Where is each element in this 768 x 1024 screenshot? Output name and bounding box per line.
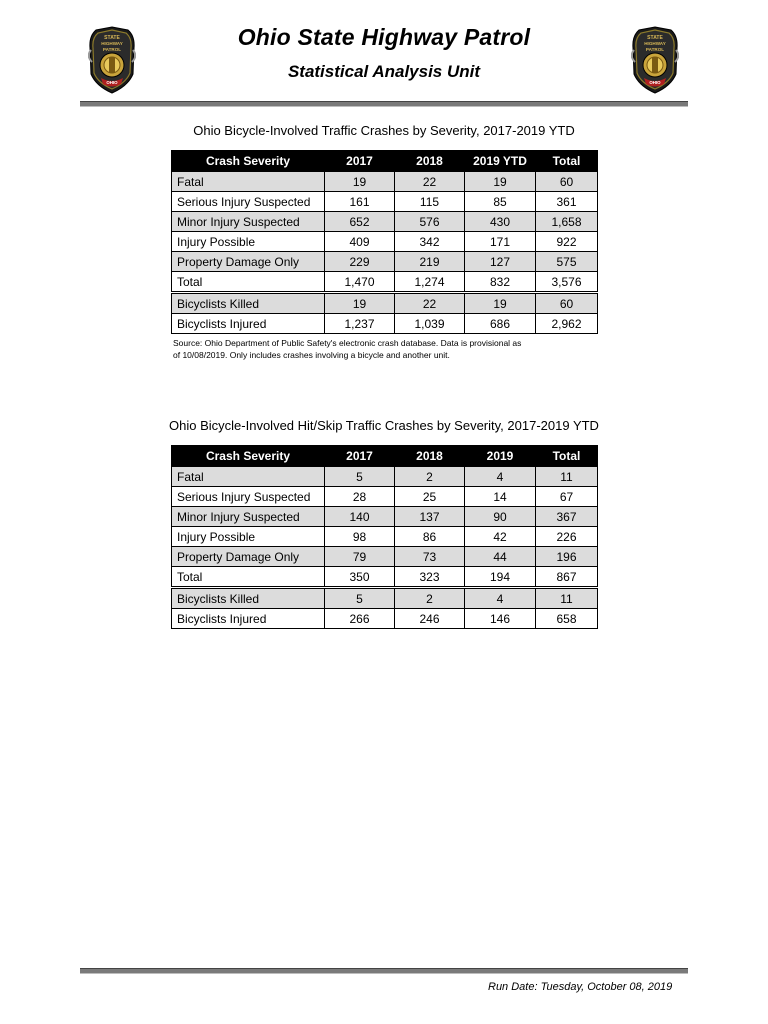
table-cell: 42 <box>465 527 536 547</box>
table-cell: 22 <box>395 293 465 314</box>
column-header: Total <box>536 151 598 172</box>
table-cell: 115 <box>395 192 465 212</box>
row-label: Fatal <box>172 172 325 192</box>
table-cell: 5 <box>325 467 395 487</box>
row-label: Total <box>172 567 325 588</box>
table-row <box>172 232 598 252</box>
table-cell: 652 <box>325 212 395 232</box>
row-label: Bicyclists Injured <box>172 609 325 629</box>
table-cell: 575 <box>536 252 598 272</box>
row-label: Injury Possible <box>172 232 325 252</box>
table-row <box>172 192 598 212</box>
table-cell: 11 <box>536 588 598 609</box>
column-header: Crash Severity <box>172 446 325 467</box>
page-title: Ohio State Highway Patrol <box>237 24 531 50</box>
table-row <box>172 293 598 314</box>
table-cell: 350 <box>325 567 395 588</box>
table-cell: 73 <box>395 547 465 567</box>
table-row <box>172 487 598 507</box>
table-header-row <box>172 446 598 467</box>
table-cell: 1,470 <box>325 272 395 293</box>
table-cell: 28 <box>325 487 395 507</box>
row-label: Bicyclists Injured <box>172 314 325 334</box>
table-row <box>172 527 598 547</box>
table-cell: 60 <box>536 293 598 314</box>
table-row-total <box>172 272 598 293</box>
row-label: Fatal <box>172 467 325 487</box>
table-row <box>172 172 598 192</box>
table-row <box>172 314 598 334</box>
badge-text-ohio: OHIO <box>649 80 661 85</box>
table-header-row <box>172 151 598 172</box>
table-cell: 127 <box>465 252 536 272</box>
table-cell: 19 <box>465 293 536 314</box>
severity-table <box>171 150 598 334</box>
badge-text-patrol: PATROL <box>645 47 665 52</box>
run-date: Run Date: Tuesday, October 08, 2019 <box>488 981 673 993</box>
table-cell: 409 <box>325 232 395 252</box>
column-header: 2018 <box>395 151 465 172</box>
badge-text-highway: HIGHWAY <box>101 41 123 46</box>
page-subtitle: Statistical Analysis Unit <box>287 62 481 81</box>
table-cell: 5 <box>325 588 395 609</box>
table-cell: 86 <box>395 527 465 547</box>
table-cell: 79 <box>325 547 395 567</box>
table-cell: 140 <box>325 507 395 527</box>
column-header: 2017 <box>325 446 395 467</box>
table-cell: 266 <box>325 609 395 629</box>
table-cell: 246 <box>395 609 465 629</box>
table-cell: 19 <box>325 293 395 314</box>
table-cell: 226 <box>536 527 598 547</box>
table-cell: 22 <box>395 172 465 192</box>
badge-text-patrol: PATROL <box>102 47 122 52</box>
table-cell: 196 <box>536 547 598 567</box>
row-label: Bicyclists Killed <box>172 293 325 314</box>
table-row <box>172 212 598 232</box>
table-cell: 146 <box>465 609 536 629</box>
column-header: 2017 <box>325 151 395 172</box>
table-row <box>172 467 598 487</box>
table-cell: 3,576 <box>536 272 598 293</box>
table-cell: 44 <box>465 547 536 567</box>
row-label: Property Damage Only <box>172 547 325 567</box>
column-header: 2019 YTD <box>465 151 536 172</box>
column-header: Crash Severity <box>172 151 325 172</box>
table-cell: 1,274 <box>395 272 465 293</box>
table-cell: 25 <box>395 487 465 507</box>
table-cell: 832 <box>465 272 536 293</box>
table-row <box>172 588 598 609</box>
table-cell: 4 <box>465 588 536 609</box>
table-cell: 361 <box>536 192 598 212</box>
table-cell: 171 <box>465 232 536 252</box>
table-row <box>172 547 598 567</box>
row-label: Serious Injury Suspected <box>172 192 325 212</box>
table-cell: 1,658 <box>536 212 598 232</box>
table-cell: 11 <box>536 467 598 487</box>
table-cell: 90 <box>465 507 536 527</box>
badge-text-state: STATE <box>647 35 663 41</box>
footer-divider <box>80 968 688 974</box>
row-label: Minor Injury Suspected <box>172 212 325 232</box>
table-cell: 19 <box>465 172 536 192</box>
table1-title: Ohio Bicycle-Involved Traffic Crashes by Severity, 2017-2019 YTD <box>193 123 575 138</box>
row-label: Bicyclists Killed <box>172 588 325 609</box>
row-label: Minor Injury Suspected <box>172 507 325 527</box>
table-cell: 14 <box>465 487 536 507</box>
table-cell: 2 <box>395 467 465 487</box>
table-cell: 2,962 <box>536 314 598 334</box>
table-row-total <box>172 567 598 588</box>
table-row <box>172 507 598 527</box>
table-cell: 430 <box>465 212 536 232</box>
table-row <box>172 609 598 629</box>
row-label: Serious Injury Suspected <box>172 487 325 507</box>
badge-text-ohio: OHIO <box>106 80 118 85</box>
table-cell: 60 <box>536 172 598 192</box>
table-cell: 367 <box>536 507 598 527</box>
table-cell: 85 <box>465 192 536 212</box>
row-label: Injury Possible <box>172 527 325 547</box>
table-cell: 323 <box>395 567 465 588</box>
table-cell: 867 <box>536 567 598 588</box>
table-cell: 342 <box>395 232 465 252</box>
table-cell: 658 <box>536 609 598 629</box>
column-header: 2019 <box>465 446 536 467</box>
table-cell: 229 <box>325 252 395 272</box>
column-header: 2018 <box>395 446 465 467</box>
table-cell: 4 <box>465 467 536 487</box>
table2-title: Ohio Bicycle-Involved Hit/Skip Traffic Crashes by Severity, 2017-2019 YTD <box>169 418 599 433</box>
source-note-line: Source: Ohio Department of Public Safety's electronic crash database. Data is provisional as <box>173 338 522 348</box>
table-cell: 19 <box>325 172 395 192</box>
header-divider <box>80 101 688 107</box>
table-cell: 576 <box>395 212 465 232</box>
row-label: Property Damage Only <box>172 252 325 272</box>
table-row <box>172 252 598 272</box>
source-note-line: of 10/08/2019. Only includes crashes involving a bicycle and another unit. <box>173 350 450 360</box>
table-cell: 686 <box>465 314 536 334</box>
table-cell: 2 <box>395 588 465 609</box>
source-note <box>173 337 553 361</box>
row-label: Total <box>172 272 325 293</box>
badge-text-highway: HIGHWAY <box>644 41 666 46</box>
table-cell: 98 <box>325 527 395 547</box>
table-cell: 161 <box>325 192 395 212</box>
table-cell: 1,237 <box>325 314 395 334</box>
table-cell: 1,039 <box>395 314 465 334</box>
badge-text-state: STATE <box>104 35 120 41</box>
table-cell: 137 <box>395 507 465 527</box>
table-cell: 219 <box>395 252 465 272</box>
hit-skip-table <box>171 445 598 629</box>
table-cell: 194 <box>465 567 536 588</box>
column-header: Total <box>536 446 598 467</box>
table-cell: 922 <box>536 232 598 252</box>
table-cell: 67 <box>536 487 598 507</box>
